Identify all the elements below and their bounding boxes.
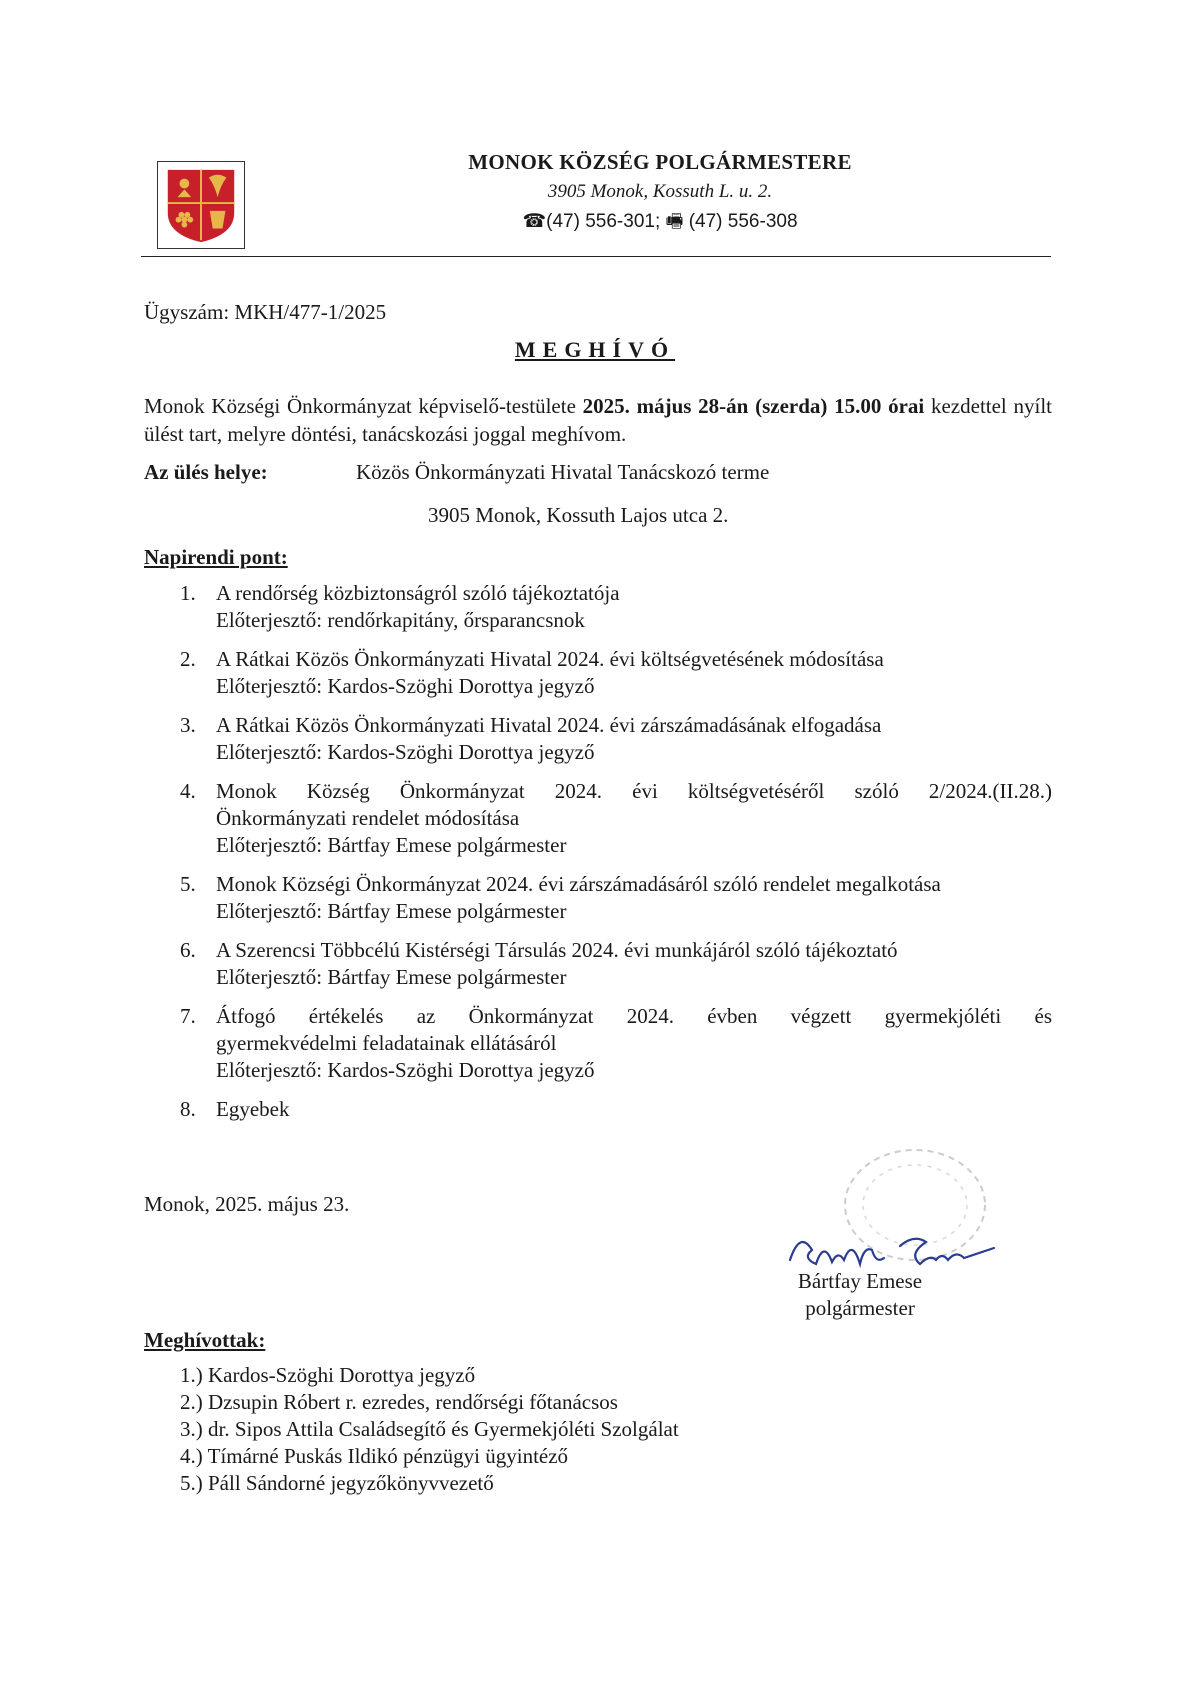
agenda-item-line: Monok Község Önkormányzat 2024. évi költségvetéséről szóló 2/2024.(II.28.)	[216, 779, 1052, 803]
agenda-item-line: Egyebek	[216, 1097, 290, 1121]
invitees-list	[180, 1362, 679, 1497]
venue-address: 3905 Monok, Kossuth Lajos utca 2.	[428, 503, 729, 527]
agenda-item-line: Előterjesztő: Kardos-Szöghi Dorottya jegyző	[216, 1058, 595, 1082]
agenda-item-line: Átfogó értékelés az Önkormányzat 2024. évben végzett gyermekjóléti és	[216, 1004, 1052, 1028]
agenda-item-number: 4.	[180, 779, 196, 803]
agenda-item-number: 6.	[180, 938, 196, 962]
agenda-item	[144, 1096, 1052, 1123]
invitee-item: 1.) Kardos-Szöghi Dorottya jegyző	[180, 1363, 476, 1387]
signer-role: polgármester	[805, 1296, 915, 1320]
intro-text-2: kezdettel nyílt ülést tart, melyre döntési, tanácskozási joggal meghívom.	[144, 394, 1052, 446]
agenda-item-number: 1.	[180, 581, 196, 605]
agenda-item-line: gyermekvédelmi feladatainak ellátásáról	[216, 1031, 557, 1055]
letterhead-address: 3905 Monok, Kossuth L. u. 2.	[547, 181, 773, 202]
agenda-item-number: 3.	[180, 713, 196, 737]
letterhead-title: MONOK KÖZSÉG POLGÁRMESTERE	[468, 150, 852, 174]
agenda-item-line: Előterjesztő: rendőrkapitány, őrsparancsnok	[216, 608, 585, 632]
agenda-item-line: Előterjesztő: Kardos-Szöghi Dorottya jegyző	[216, 674, 595, 698]
agenda-item	[144, 937, 1052, 991]
agenda-item-line: A Rátkai Közös Önkormányzati Hivatal 2024. évi költségvetésének módosítása	[216, 647, 884, 671]
invitee-item: 2.) Dzsupin Róbert r. ezredes, rendőrségi főtanácsos	[180, 1390, 618, 1414]
intro-text-1: Monok Községi Önkormányzat képviselő-testülete	[144, 394, 583, 418]
letterhead	[430, 150, 890, 239]
agenda-heading: Napirendi pont:	[144, 545, 288, 569]
agenda-item	[144, 712, 1052, 766]
agenda-item-line: Előterjesztő: Kardos-Szöghi Dorottya jegyző	[216, 740, 595, 764]
agenda-item-line: Előterjesztő: Bártfay Emese polgármester	[216, 833, 567, 857]
letterhead-phone: ☎(47) 556-301; 🖷 (47) 556-308	[522, 211, 798, 232]
invitee-item: 4.) Tímárné Puskás Ildikó pénzügyi ügyintéző	[180, 1444, 569, 1468]
agenda-item-line: Önkormányzati rendelet módosítása	[216, 806, 520, 830]
agenda-item-line: Előterjesztő: Bártfay Emese polgármester	[216, 965, 567, 989]
issue-date: Monok, 2025. május 23.	[144, 1192, 350, 1216]
agenda-item	[144, 1003, 1052, 1084]
intro-paragraph	[144, 392, 1052, 448]
venue-name: Közös Önkormányzati Hivatal Tanácskozó terme	[356, 460, 770, 484]
agenda-item-number: 2.	[180, 647, 196, 671]
agenda-item-line: A Szerencsi Többcélú Kistérségi Társulás 2024. évi munkájáról szóló tájékoztató	[216, 938, 898, 962]
venue-label: Az ülés helye:	[144, 460, 268, 484]
signer-name: Bártfay Emese	[797, 1269, 923, 1293]
agenda-item-line: Monok Községi Önkormányzat 2024. évi zárszámadásáról szóló rendelet megalkotása	[216, 872, 941, 896]
invitees-heading: Meghívottak:	[144, 1328, 266, 1352]
agenda-item	[144, 580, 1052, 634]
agenda-item-line: Előterjesztő: Bártfay Emese polgármester	[216, 899, 567, 923]
case-number: Ügyszám: MKH/477-1/2025	[144, 300, 387, 324]
invitee-item: 5.) Páll Sándorné jegyzőkönyvvezető	[180, 1471, 494, 1495]
invitee-item: 3.) dr. Sipos Attila Családsegítő és Gyermekjóléti Szolgálat	[180, 1417, 679, 1441]
agenda-item	[144, 871, 1052, 925]
agenda-item-line: A rendőrség közbiztonságról szóló tájékoztatója	[216, 581, 620, 605]
agenda-item	[144, 646, 1052, 700]
coat-of-arms-logo	[157, 161, 245, 249]
agenda-item-number: 8.	[180, 1097, 196, 1121]
agenda-list	[144, 580, 1052, 1135]
intro-date-bold: 2025. május 28-án (szerda) 15.00 órai	[582, 394, 925, 418]
agenda-item-line: A Rátkai Közös Önkormányzati Hivatal 2024. évi zárszámadásának elfogadása	[216, 713, 882, 737]
header-divider	[141, 256, 1051, 257]
agenda-item	[144, 778, 1052, 859]
agenda-item-number: 7.	[180, 1004, 196, 1028]
document-title: MEGHÍVÓ	[514, 337, 676, 362]
signer-block	[780, 1268, 940, 1322]
agenda-item-number: 5.	[180, 872, 196, 896]
